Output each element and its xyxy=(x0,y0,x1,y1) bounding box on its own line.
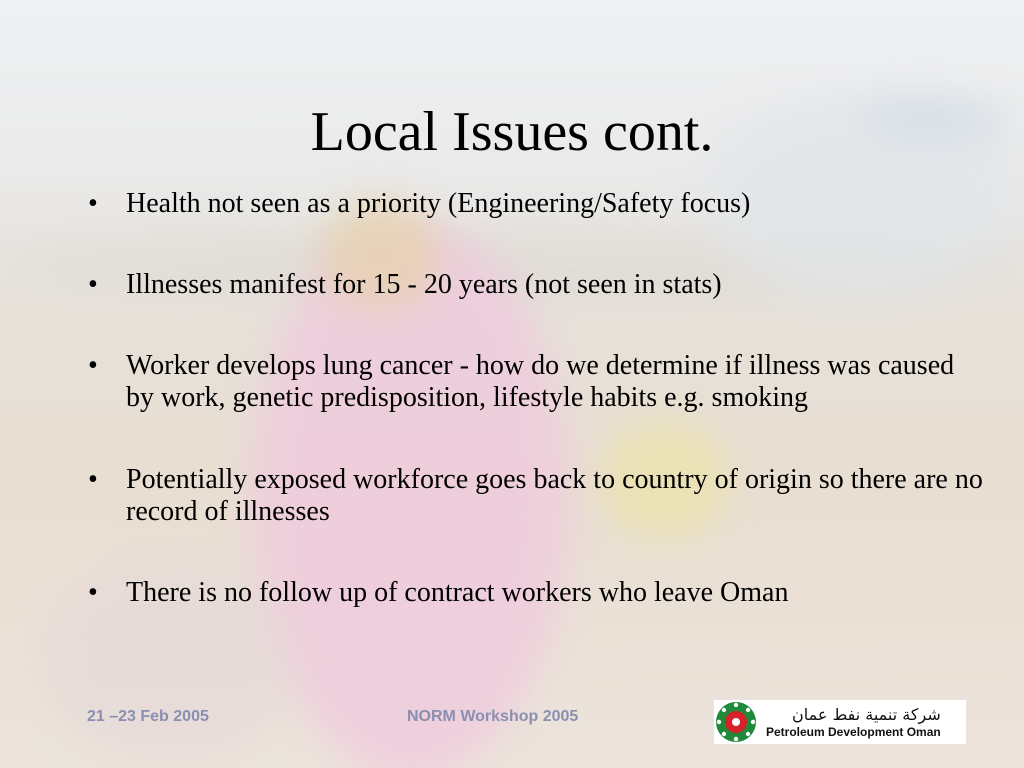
bullet-item xyxy=(88,464,988,528)
logo-arabic-text: شركة تنمية نفط عمان xyxy=(791,705,941,724)
footer-date: 21 –23 Feb 2005 xyxy=(87,708,209,725)
logo-english-text: Petroleum Development Oman xyxy=(766,725,941,739)
logo-wordmark xyxy=(766,705,941,739)
bullet-text: Potentially exposed workforce goes back to country of origin so there are no record of illnesses xyxy=(126,464,983,527)
pdo-logo-icon xyxy=(714,700,758,744)
bullet-glyph: • xyxy=(88,269,98,300)
bullet-glyph: • xyxy=(88,577,98,608)
bullet-list xyxy=(88,188,988,658)
bullet-item xyxy=(88,577,988,609)
bullet-item xyxy=(88,269,988,301)
bullet-glyph: • xyxy=(88,188,98,219)
slide-title: Local Issues cont. xyxy=(310,101,714,163)
bullet-glyph: • xyxy=(88,350,98,381)
bullet-item xyxy=(88,188,988,220)
bullet-item xyxy=(88,350,988,414)
bullet-text: There is no follow up of contract workers who leave Oman xyxy=(126,577,789,608)
bullet-text: Health not seen as a priority (Engineering/Safety focus) xyxy=(126,188,751,219)
company-logo xyxy=(714,700,966,744)
bullet-glyph: • xyxy=(88,464,98,495)
footer-event: NORM Workshop 2005 xyxy=(407,708,579,725)
bullet-text: Worker develops lung cancer - how do we determine if illness was caused by work, genetic predisposition, lifestyle habits e.g. smoking xyxy=(126,350,955,413)
bullet-text: Illnesses manifest for 15 - 20 years (not seen in stats) xyxy=(126,269,722,300)
